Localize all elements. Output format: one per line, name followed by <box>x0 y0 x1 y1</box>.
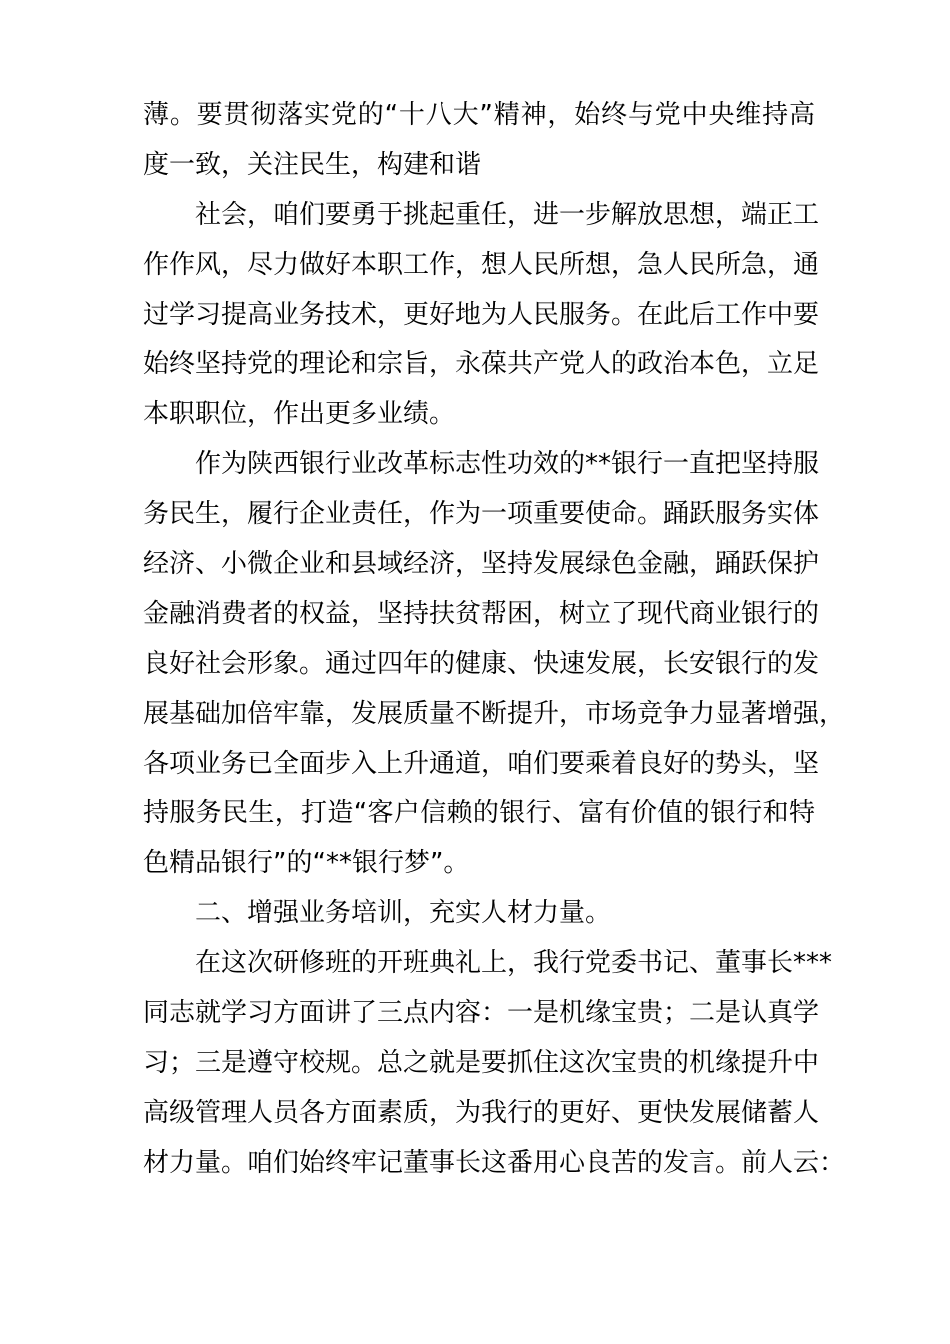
paragraph-start-line: 在这次研修班的开班典礼上，我行党委书记、董事长*** <box>195 948 833 979</box>
text-line: 同志就学习方面讲了三点内容：一是机缘宝贵；二是认真学 <box>143 998 820 1029</box>
text-line: 薄。要贯彻落实党的“十八大”精神，始终与党中央维持高 <box>143 100 815 130</box>
text-line: 材力量。咱们始终牢记董事长这番用心良苦的发言。前人云： <box>143 1147 846 1178</box>
text-line: 始终坚持党的理论和宗旨，永葆共产党人的政治本色，立足 <box>143 349 820 380</box>
text-line: 经济、小微企业和县域经济，坚持发展绿色金融，踊跃保护 <box>143 549 820 580</box>
text-line: 高级管理人员各方面素质，为我行的更好、更快发展储蓄人 <box>143 1097 820 1128</box>
text-line: 持服务民生，打造“客户信赖的银行、富有价值的银行和特 <box>143 798 815 829</box>
text-line: 习；三是遵守校规。总之就是要抓住这次宝贵的机缘提升中 <box>143 1047 820 1078</box>
text-line: 色精品银行”的“**银行梦”。 <box>143 848 470 879</box>
text-line: 作作风，尽力做好本职工作，想人民所想，急人民所急，通 <box>143 249 820 280</box>
body-text <box>143 91 846 1189</box>
text-line: 务民生，履行企业责任，作为一项重要使命。踊跃服务实体 <box>143 499 820 530</box>
text-line: 良好社会形象。通过四年的健康、快速发展，长安银行的发 <box>143 648 820 679</box>
paragraph-start-line: 社会，咱们要勇于挑起重任，进一步解放思想，端正工 <box>195 199 820 230</box>
text-line: 展基础加倍牢靠，发展质量不断提升，市场竞争力显著增强， <box>143 698 846 729</box>
text-line: 各项业务已全面步入上升通道，咱们要乘着良好的势头，坚 <box>143 748 820 779</box>
paragraph-start-line: 作为陕西银行业改革标志性功效的**银行一直把坚持服 <box>195 449 820 480</box>
text-line: 过学习提高业务技术，更好地为人民服务。在此后工作中要 <box>143 299 820 330</box>
text-line: 度一致，关注民生，构建和谐 <box>143 149 482 180</box>
text-line: 金融消费者的权益，坚持扶贫帮困，树立了现代商业银行的 <box>143 598 820 629</box>
text-line: 本职职位，作出更多业绩。 <box>143 399 456 430</box>
section-heading: 二、增强业务培训，充实人材力量。 <box>195 898 612 929</box>
